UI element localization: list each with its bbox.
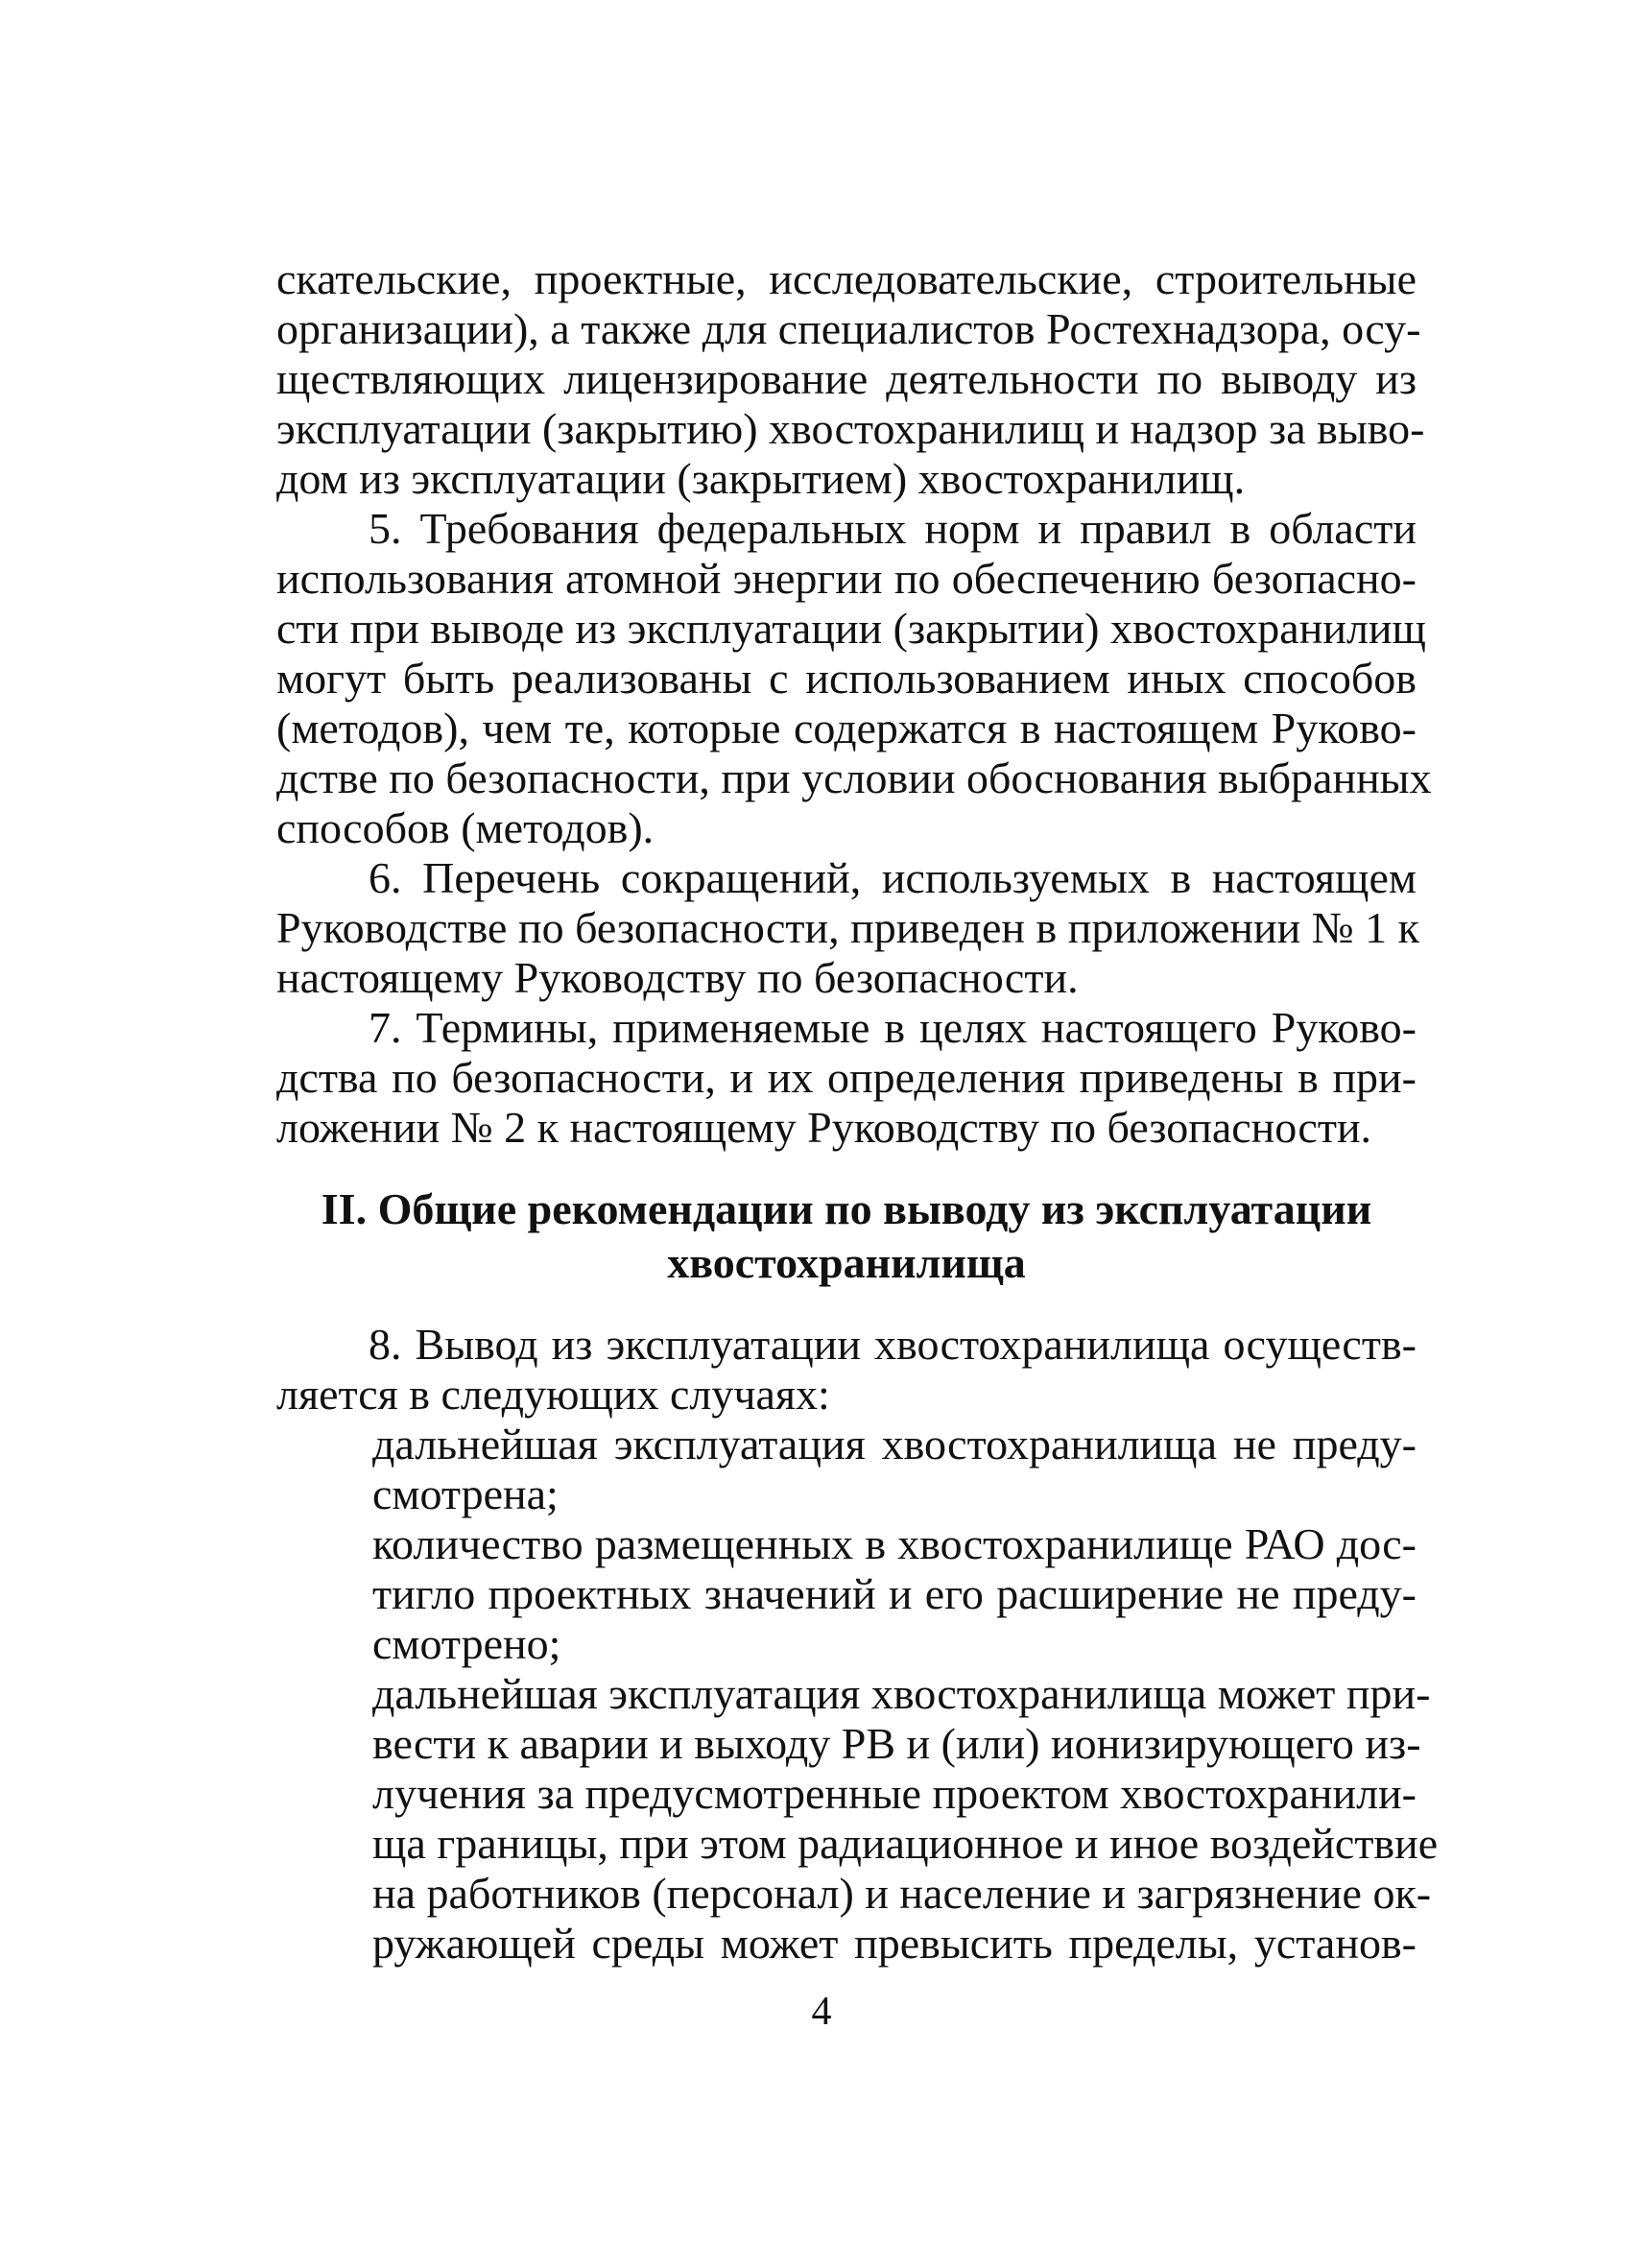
- paragraph-intro: [276, 254, 1425, 504]
- text-line: скательские, проектные, исследовательские, строительные: [276, 254, 1417, 303]
- text-line: на работников (персонал) и население и загрязнение ок-: [372, 1869, 1432, 1918]
- text-line: ложении № 2 к настоящему Руководству по безопасности.: [276, 1103, 1372, 1152]
- text-line: дстве по безопасности, при условии обоснования выбранных: [276, 753, 1432, 802]
- paragraph-6: [276, 853, 1417, 1003]
- text-line: дства по безопасности, и их определения приведены в при-: [276, 1053, 1417, 1102]
- text-line: способов (методов).: [276, 803, 655, 852]
- list-item: [372, 1420, 1417, 1519]
- section-heading-line: II. Общие рекомендации по выводу из эксплуатации: [321, 1184, 1372, 1233]
- text-line: 7. Термины, применяемые в целях настоящего Руково-: [369, 1003, 1417, 1052]
- text-line: (методов), чем те, которые содержатся в настоящем Руково-: [276, 704, 1417, 752]
- text-line: использования атомной энергии по обеспечению безопасно-: [276, 554, 1417, 603]
- text-line: эксплуатации (закрытию) хвостохранилищ и надзор за выво-: [276, 404, 1425, 453]
- text-line: тигло проектных значений и его расширение не преду-: [372, 1569, 1417, 1618]
- list-item: [372, 1519, 1417, 1669]
- text-line: ляется в следующих случаях:: [276, 1370, 830, 1419]
- case-list: [372, 1420, 1439, 1969]
- text-line: ща границы, при этом радиационное и иное воздействие: [372, 1819, 1439, 1868]
- text-line: вести к аварии и выходу РВ и (или) ионизирующего из-: [372, 1719, 1421, 1768]
- text-line: 5. Требования федеральных норм и правил в области: [369, 504, 1417, 553]
- text-line: количество размещенных в хвостохранилище РАО дос-: [372, 1519, 1417, 1568]
- text-line: настоящему Руководству по безопасности.: [276, 953, 1079, 1002]
- paragraph-7: [276, 1003, 1417, 1153]
- text-line: сти при выводе из эксплуатации (закрытии) хвостохранилищ: [276, 604, 1426, 653]
- text-line: могут быть реализованы с использованием иных способов: [276, 654, 1417, 703]
- paragraph-5: [276, 504, 1432, 853]
- text-line: смотрена;: [372, 1469, 559, 1518]
- section-heading: [276, 1182, 1417, 1290]
- text-line: смотрено;: [372, 1619, 561, 1668]
- text-line: организации), а также для специалистов Ростехнадзора, осу-: [276, 304, 1421, 353]
- list-item: [372, 1669, 1439, 1969]
- page-number: 4: [811, 1990, 832, 2034]
- text-line: дальнейшая эксплуатация хвостохранилища не преду-: [372, 1420, 1417, 1468]
- text-line: дом из эксплуатации (закрытием) хвостохранилищ.: [276, 454, 1246, 503]
- text-line: дальнейшая эксплуатация хвостохранилища может при-: [372, 1669, 1431, 1718]
- section-heading-line: хвостохранилища: [667, 1238, 1026, 1287]
- text-line: Руководстве по безопасности, приведен в приложении № 1 к: [276, 903, 1419, 952]
- text-line: 6. Перечень сокращений, используемых в настоящем: [369, 853, 1417, 902]
- text-line: ружающей среды может превысить пределы, установ-: [372, 1919, 1417, 1968]
- paragraph-8: [276, 1320, 1417, 1420]
- text-line: лучения за предусмотренные проектом хвостохранили-: [372, 1769, 1417, 1818]
- text-line: 8. Вывод из эксплуатации хвостохранилища осуществ-: [369, 1320, 1417, 1369]
- text-line: ществляющих лицензирование деятельности по выводу из: [276, 354, 1417, 403]
